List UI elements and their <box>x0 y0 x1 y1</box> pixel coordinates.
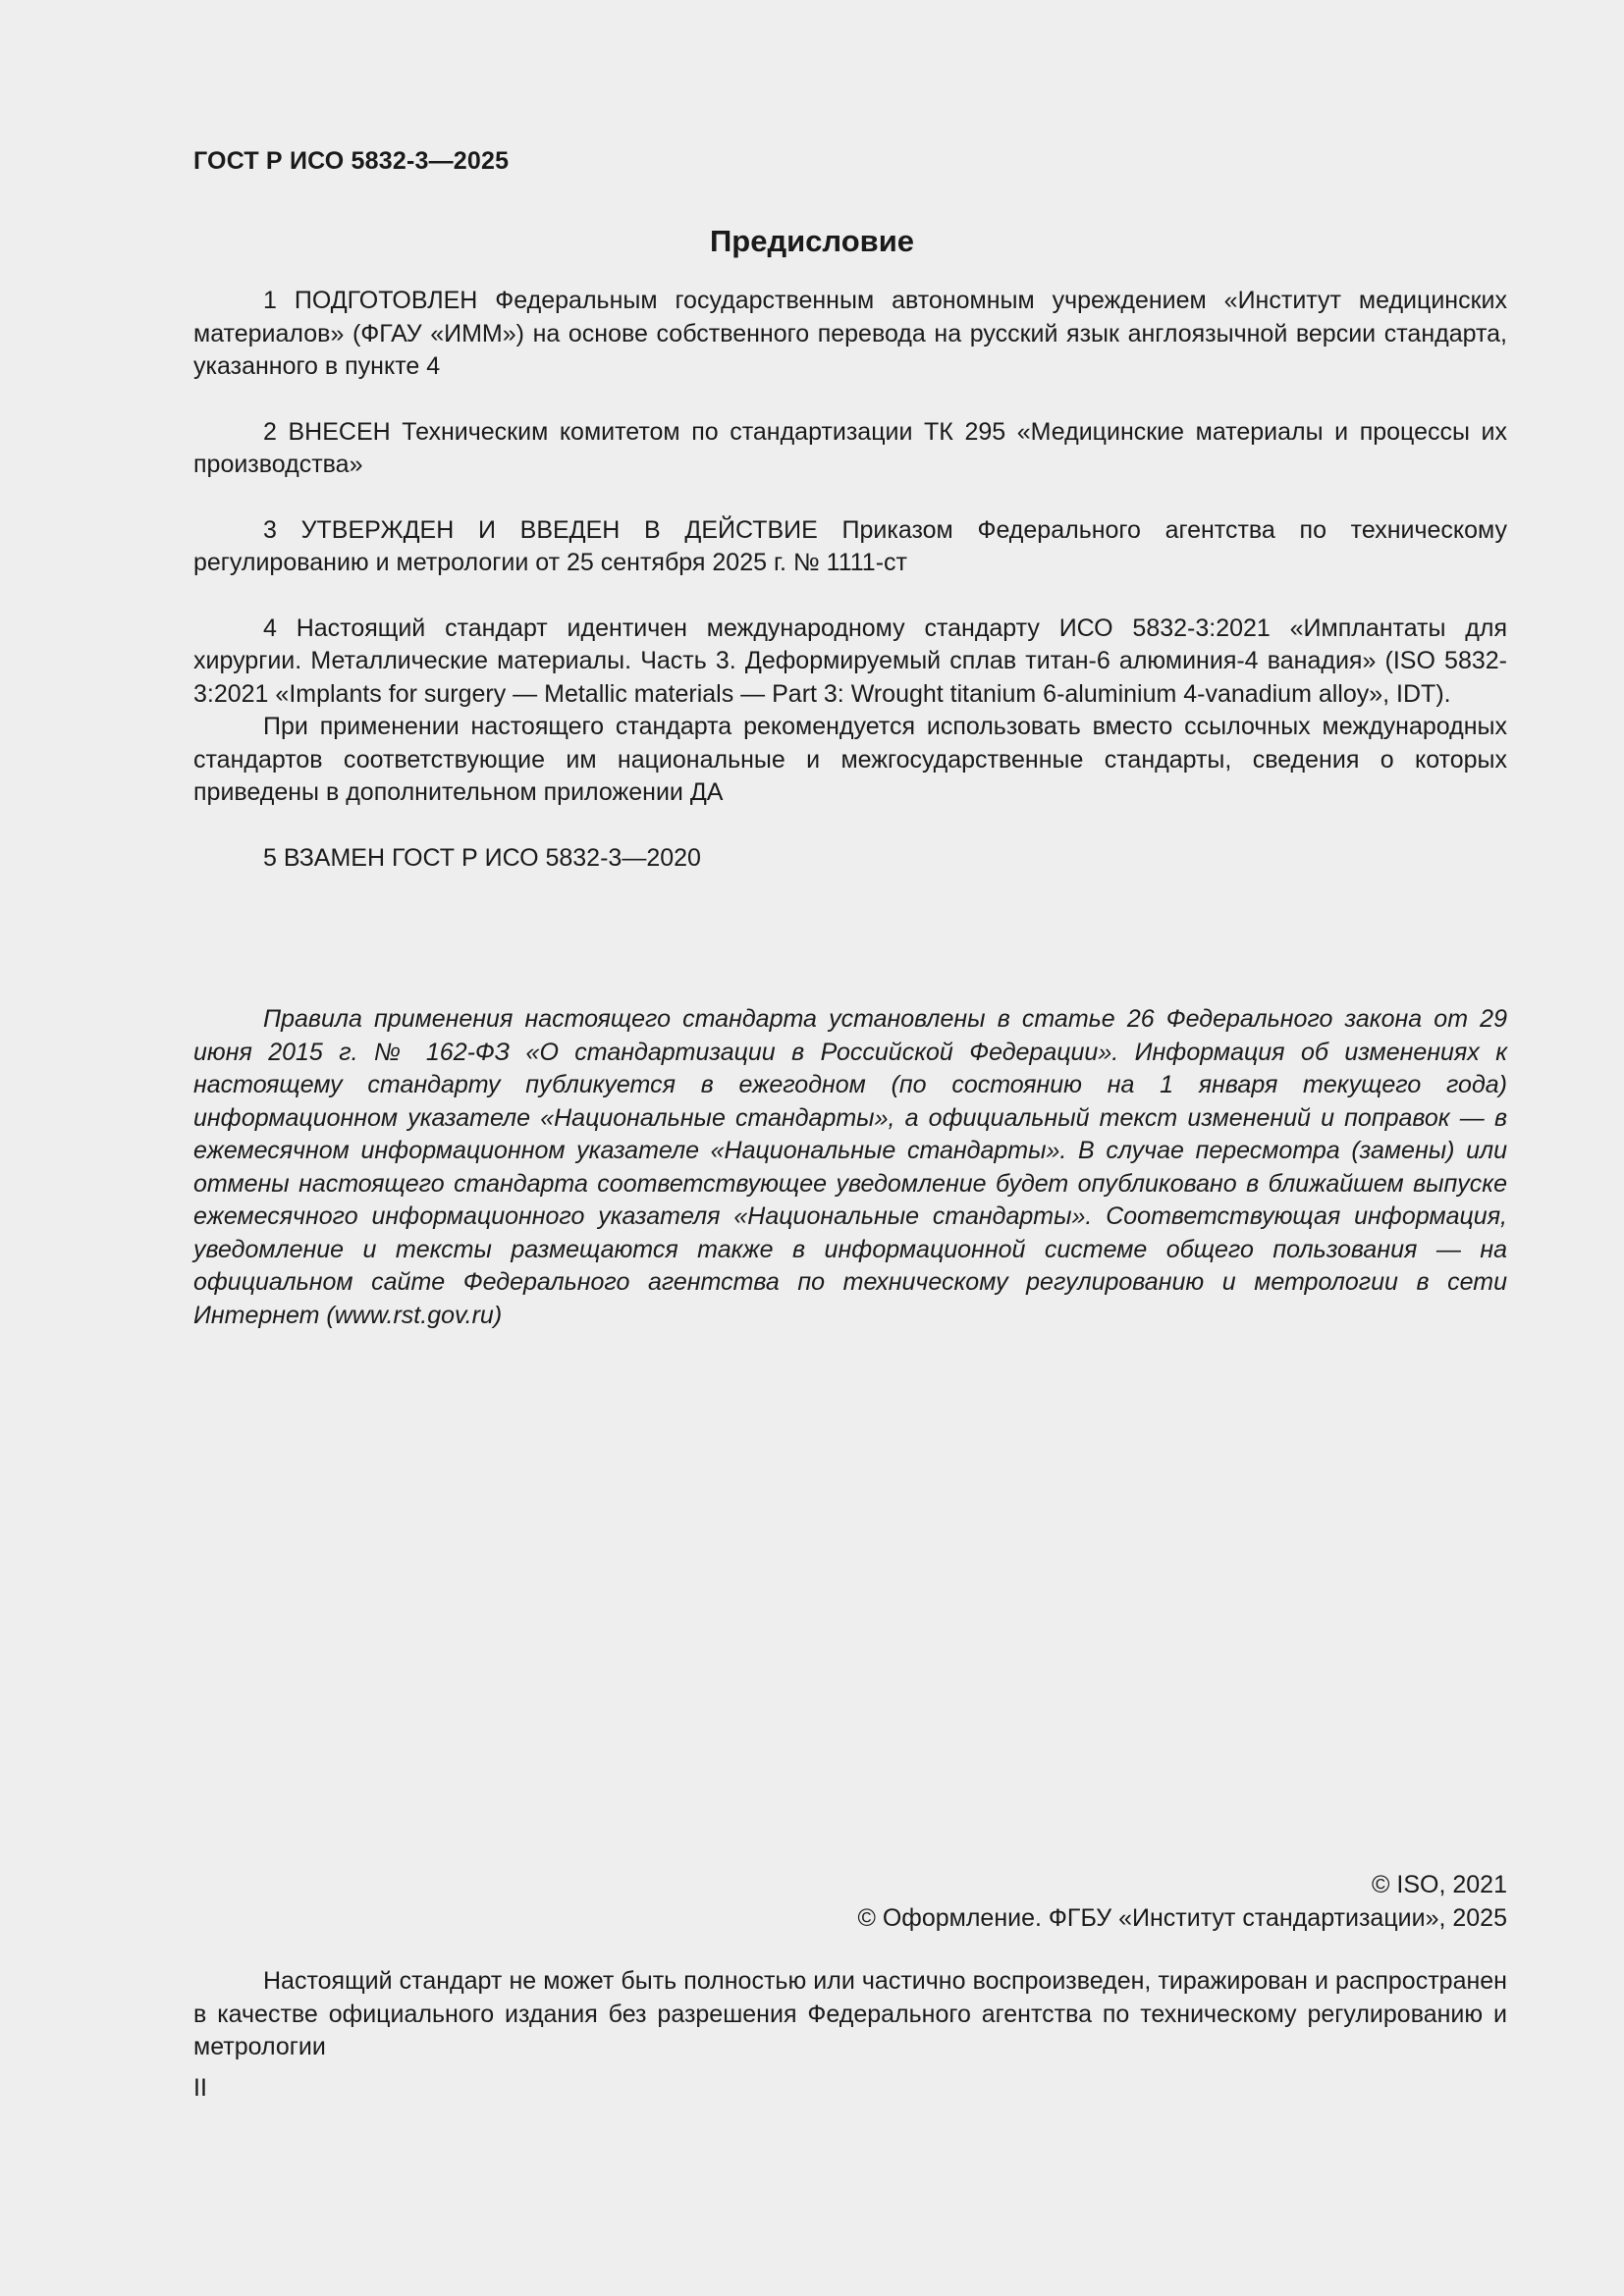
copyright-iso: © ISO, 2021 <box>1372 1871 1507 1898</box>
copyright-design: © Оформление. ФГБУ «Институт стандартизации», 2025 <box>857 1904 1507 1932</box>
foreword-items <box>193 285 1507 875</box>
reproduction-notice-text: Настоящий стандарт не может быть полностью или частично воспроизведен, тиражирован и распространен в качестве официального издания без разрешения Федерального агентства по техническому регулированию и метрологии <box>193 1967 1507 2060</box>
foreword-item-4-note: При применении настоящего стандарта рекомендуется использовать вместо ссылочных международных стандартов соответствующие им национальные и межгосударственные стандарты, сведения о которых приведены в дополнительном приложении ДА <box>193 713 1507 806</box>
foreword-item-1: 1 ПОДГОТОВЛЕН Федеральным государственным автономным учреждением «Институт медицинских материалов» (ФГАУ «ИММ») на основе собственного перевода на русский язык англоязычной версии стандарта, указанного в пункте 4 <box>193 287 1507 380</box>
page-title: Предисловие <box>709 224 914 258</box>
foreword-item-5: 5 ВЗАМЕН ГОСТ Р ИСО 5832-3—2020 <box>263 843 701 872</box>
foreword-item-4: 4 Настоящий стандарт идентичен международному стандарту ИСО 5832-3:2021 «Имплантаты для хирургии. Металлические материалы. Часть 3. Деформируемый сплав титан-6 алюминия-4 ванадия» (ISO 5832-3:2021 «Implants for surgery — Metallic materials — Part 3: Wrought titanium 6-aluminium 4-vanadium alloy», IDT). <box>193 614 1507 708</box>
application-notice-text: Правила применения настоящего стандарта установлены в статье 26 Федерального закона от 29 июня 2015 г. № 162-ФЗ «О стандартизации в Российской Федерации». Информация об изменениях к настоящему стандарту публикуется в ежегодном (по состоянию на 1 января текущего года) информационном указателе «Национальные стандарты», а официальный текст изменений и поправок — в ежемесячном информационном указателе «Национальные стандарты». В случае пересмотра (замены) или отмены настоящего стандарта соответствующее уведомление будет опубликовано в ближайшем выпуске ежемесячного информационного указателя «Национальные стандарты». Соответствующая информация, уведомление и тексты размещаются также в информационной системе общего пользования — на официальном сайте Федерального агентства по техническому регулированию и метрологии в сети Интернет (www.rst.gov.ru) <box>193 1005 1507 1329</box>
foreword-item-2: 2 ВНЕСЕН Техническим комитетом по стандартизации ТК 295 «Медицинские материалы и процессы их производства» <box>193 417 1507 478</box>
page-number: II <box>193 2074 207 2102</box>
reproduction-notice <box>193 1965 1507 2064</box>
copyright-block <box>857 1868 1507 1935</box>
application-notice <box>193 1003 1507 1332</box>
foreword-item-3: 3 УТВЕРЖДЕН И ВВЕДЕН В ДЕЙСТВИЕ Приказом Федерального агентства по техническому регулированию и метрологии от 25 сентября 2025 г. № 1111-ст <box>193 515 1507 576</box>
standard-code: ГОСТ Р ИСО 5832-3—2025 <box>193 147 510 175</box>
